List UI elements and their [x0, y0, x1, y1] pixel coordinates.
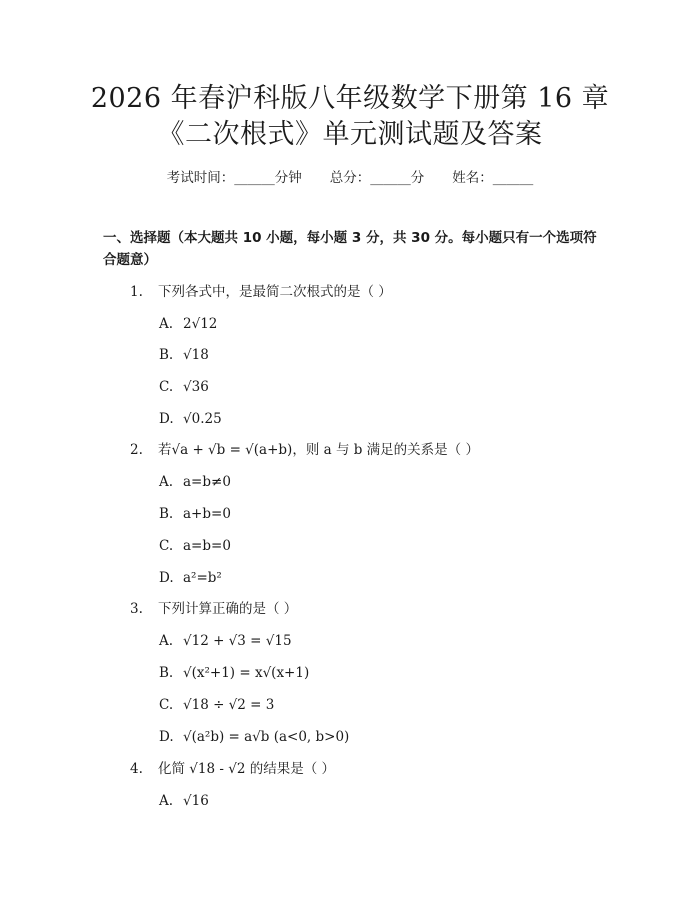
- document-title-line-1: 2026 年春沪科版八年级数学下册第 16 章: [90, 83, 610, 114]
- option-key: A.: [159, 633, 174, 649]
- option-1a: [159, 314, 217, 334]
- question-number: 3.: [130, 601, 143, 617]
- option-key: D.: [159, 411, 174, 427]
- question-1: [130, 282, 392, 302]
- option-key: B.: [159, 506, 174, 522]
- option-1d: [159, 409, 222, 429]
- total-score-field: 总分：______分: [329, 170, 425, 186]
- question-text: 若√a + √b = √(a+b)，则 a 与 b 满足的关系是（ ）: [158, 442, 479, 458]
- option-key: C.: [159, 538, 174, 554]
- option-key: B.: [159, 665, 174, 681]
- option-text: 2√12: [183, 316, 218, 332]
- option-text: √12 + √3 = √15: [183, 633, 292, 649]
- option-text: √(a²b) = a√b (a<0, b>0): [183, 729, 350, 745]
- option-text: a²=b²: [183, 570, 222, 586]
- option-text: √18: [183, 347, 209, 363]
- option-text: √36: [183, 379, 209, 395]
- question-number: 4.: [130, 761, 143, 777]
- option-2a: [159, 472, 231, 492]
- question-3: [130, 599, 297, 619]
- question-2: [130, 440, 479, 460]
- option-key: B.: [159, 347, 174, 363]
- option-key: C.: [159, 379, 174, 395]
- option-key: D.: [159, 570, 174, 586]
- option-text: √0.25: [183, 411, 222, 427]
- question-text: 化简 √18 - √2 的结果是（ ）: [158, 761, 335, 777]
- question-text: 下列计算正确的是（ ）: [158, 601, 298, 617]
- option-1b: [159, 345, 209, 365]
- option-text: √18 ÷ √2 = 3: [183, 697, 275, 713]
- option-4a: [159, 791, 209, 811]
- option-text: a=b=0: [183, 538, 231, 554]
- option-key: A.: [159, 316, 174, 332]
- question-text: 下列各式中，是最简二次根式的是（ ）: [158, 284, 392, 300]
- question-number: 1.: [130, 284, 143, 300]
- section-heading: 一、选择题（本大题共 10 小题，每小题 3 分，共 30 分。每小题只有一个选项符合题意）: [103, 230, 597, 268]
- option-text: a+b=0: [183, 506, 231, 522]
- option-1c: [159, 377, 209, 397]
- question-number: 2.: [130, 442, 143, 458]
- option-text: √16: [183, 793, 209, 809]
- option-2b: [159, 504, 231, 524]
- question-4: [130, 759, 335, 779]
- option-2c: [159, 536, 231, 556]
- option-text: √(x²+1) = x√(x+1): [183, 665, 310, 681]
- option-2d: [159, 568, 222, 588]
- exam-info-row: [0, 168, 700, 188]
- option-3b: [159, 663, 309, 683]
- option-3a: [159, 631, 292, 651]
- document-title-line-2: 《二次根式》单元测试题及答案: [157, 119, 543, 150]
- option-key: A.: [159, 474, 174, 490]
- option-key: C.: [159, 697, 174, 713]
- option-3d: [159, 727, 349, 747]
- option-text: a=b≠0: [183, 474, 231, 490]
- option-key: A.: [159, 793, 174, 809]
- option-3c: [159, 695, 274, 715]
- exam-time-field: 考试时间：______分钟: [166, 170, 302, 186]
- student-name-field: 姓名：______: [452, 170, 534, 186]
- option-key: D.: [159, 729, 174, 745]
